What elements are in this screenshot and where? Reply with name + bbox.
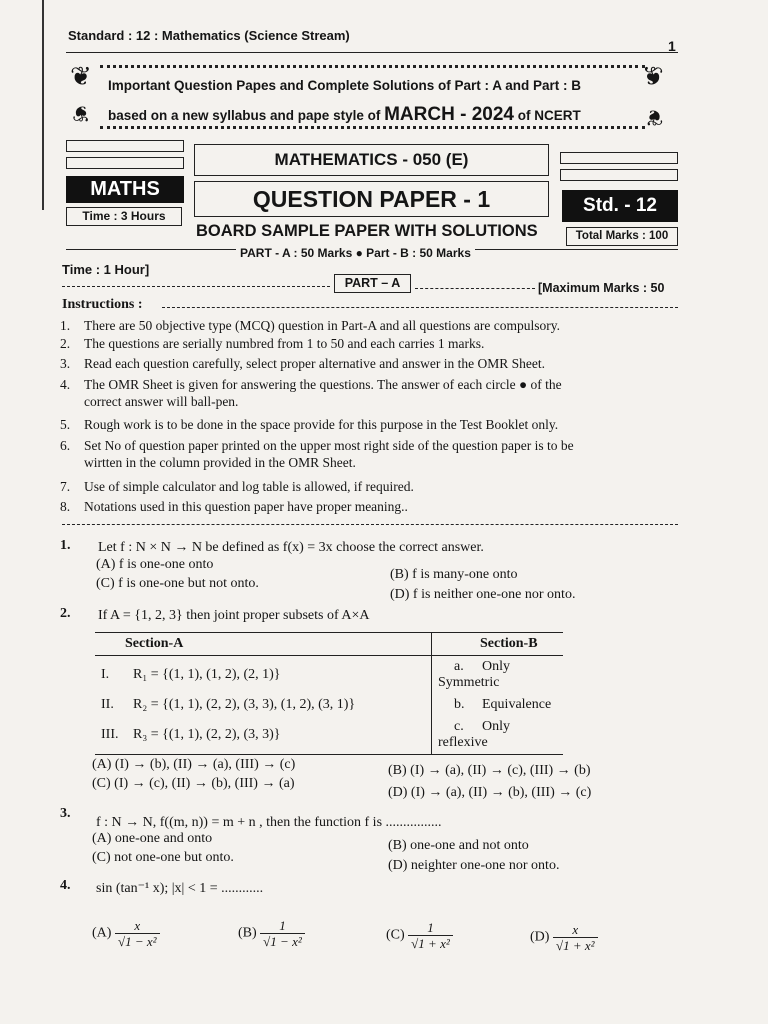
banner-ornament-left-2: ❦ [72,101,91,126]
time-label: Time : 3 Hours [82,209,166,223]
section-a-header: Section-A [95,633,432,656]
q3-option-a: (A) one-one and onto [92,831,213,846]
q2-number: 2. [60,606,71,621]
banner-dots-top [100,65,645,68]
instruction-8: 8. Notations used in this question paper have proper meaning.. [60,499,408,514]
q2-option-a: (A) (I) → (b), (II) → (a), (III) → (c) [92,757,296,772]
q3-option-c: (C) not one-one but onto. [92,850,234,865]
instructions-dash [162,307,678,308]
q4-option-a: (A) $\frac{x}{\text{√1 − x²}}$ [92,918,160,949]
instruction-4-cont: correct answer will ball-pen. [84,394,239,409]
part-a-label: PART – A [344,276,401,290]
q4-option-c: (C) $\frac{1}{\text{√1 + x²}}$ [386,920,453,951]
q2-option-d: (D) (I) → (a), (II) → (b), (III) → (c) [388,785,592,800]
q3-number: 3. [60,806,71,821]
q2-text: If A = {1, 2, 3} then joint proper subsets of A×A [98,608,370,623]
q1-option-b: (B) f is many-one onto [390,567,518,582]
section-b-header: Section-B [432,633,564,656]
instruction-1: 1. There are 50 objective type (MCQ) question in Part-A and all questions are compulsory. [60,318,561,333]
banner-date: MARCH - 2024 [384,104,514,125]
time-box [66,207,182,226]
part-a-label-box [334,274,411,293]
banner-line-1: Important Question Papes and Complete Solutions of Part : A and Part : B [108,78,582,93]
banner-line-2: based on a new syllabus and pape style of MARCH - 2024 of NCERT [108,104,581,125]
banner-ornament-left: ❦ [70,62,92,91]
right-stripe-box-1 [560,152,678,164]
q2-option-c: (C) (I) → (c), (II) → (b), (III) → (a) [92,776,295,791]
left-stripe-box-2 [66,157,184,169]
q1-text: Let f : N × N → N be defined as f(x) = 3x choose the correct answer. [98,540,484,555]
q4-option-d: (D) $\frac{x}{\text{√1 + x²}}$ [530,922,598,953]
relations-table [95,632,563,755]
instruction-3: 3. Read each question carefully, select proper alternative and answer in the OMR Sheet. [60,356,545,371]
q1-number: 1. [60,538,71,553]
part-a-dash-left [62,286,330,287]
maths-badge: MATHS [66,176,184,203]
paper-title: QUESTION PAPER - 1 [252,186,491,212]
table-row: III. R₃ = {(1, 1), (2, 2), (3, 3)} c. Only reflexive [95,716,563,755]
subject-code: MATHEMATICS - 050 (E) [274,150,469,169]
banner-ornament-right: ❦ [642,62,664,91]
subject-code-box [194,144,549,176]
q1-option-d: (D) f is neither one-one nor onto. [390,587,576,602]
part-a-time: Time : 1 Hour] [62,262,150,277]
part-a-dash-right [415,288,535,289]
left-stripe-box-1 [66,140,184,152]
right-stripe-box-2 [560,169,678,181]
parts-marks: PART - A : 50 Marks ● Part - B : 50 Marks [236,246,475,260]
total-marks-box [566,227,678,246]
q4-option-b: (B) $\frac{1}{\text{√1 − x²}}$ [238,918,305,949]
q4-text: sin (tan⁻¹ x); |x| < 1 = ............ [96,881,264,896]
standard-header: Standard : 12 : Mathematics (Science Stream) [68,28,350,43]
q1-option-a: (A) f is one-one onto [96,557,214,572]
instructions-end-dash [62,524,678,525]
instruction-2: 2. The questions are serially numbred from 1 to 50 and each carries 1 marks. [60,336,485,351]
q4-number: 4. [60,878,71,893]
total-marks: Total Marks : 100 [575,230,669,242]
binding-edge [42,0,44,210]
q2-option-b: (B) (I) → (a), (II) → (c), (III) → (b) [388,763,591,778]
part-a-max-marks: [Maximum Marks : 50 [538,281,665,295]
instruction-6-cont: wirtten in the column provided in the OMR Sheet. [84,455,356,470]
header-rule [66,52,678,53]
banner-ornament-right-2: ❦ [645,105,664,130]
page-number: 1 [668,38,676,54]
table-row: I. R₁ = {(1, 1), (1, 2), (2, 1)} a. Only Symmetric [95,656,563,695]
std-badge: Std. - 12 [562,190,678,222]
instruction-5: 5. Rough work is to be done in the space provide for this purpose in the Test Booklet only. [60,417,559,432]
paper-title-box [194,181,549,217]
table-row: II. R₂ = {(1, 1), (2, 2), (3, 3), (1, 2), (3, 1)} b. Equivalence [95,694,563,716]
banner-dots-bottom [100,126,645,129]
instruction-6: 6. Set No of question paper printed on the upper most right side of the question paper is to be [60,438,574,453]
q1-option-c: (C) f is one-one but not onto. [96,576,259,591]
q3-option-d: (D) neighter one-one nor onto. [388,858,560,873]
instruction-4: 4. The OMR Sheet is given for answering the questions. The answer of each circle ● of the [60,377,562,392]
q3-option-b: (B) one-one and not onto [388,838,529,853]
instructions-heading: Instructions : [62,297,143,312]
instruction-7: 7. Use of simple calculator and log table is allowed, if required. [60,479,414,494]
board-sample-title: BOARD SAMPLE PAPER WITH SOLUTIONS [196,222,538,240]
q3-text: f : N → N, f((m, n)) = m + n , then the function f is ................ [96,815,442,830]
